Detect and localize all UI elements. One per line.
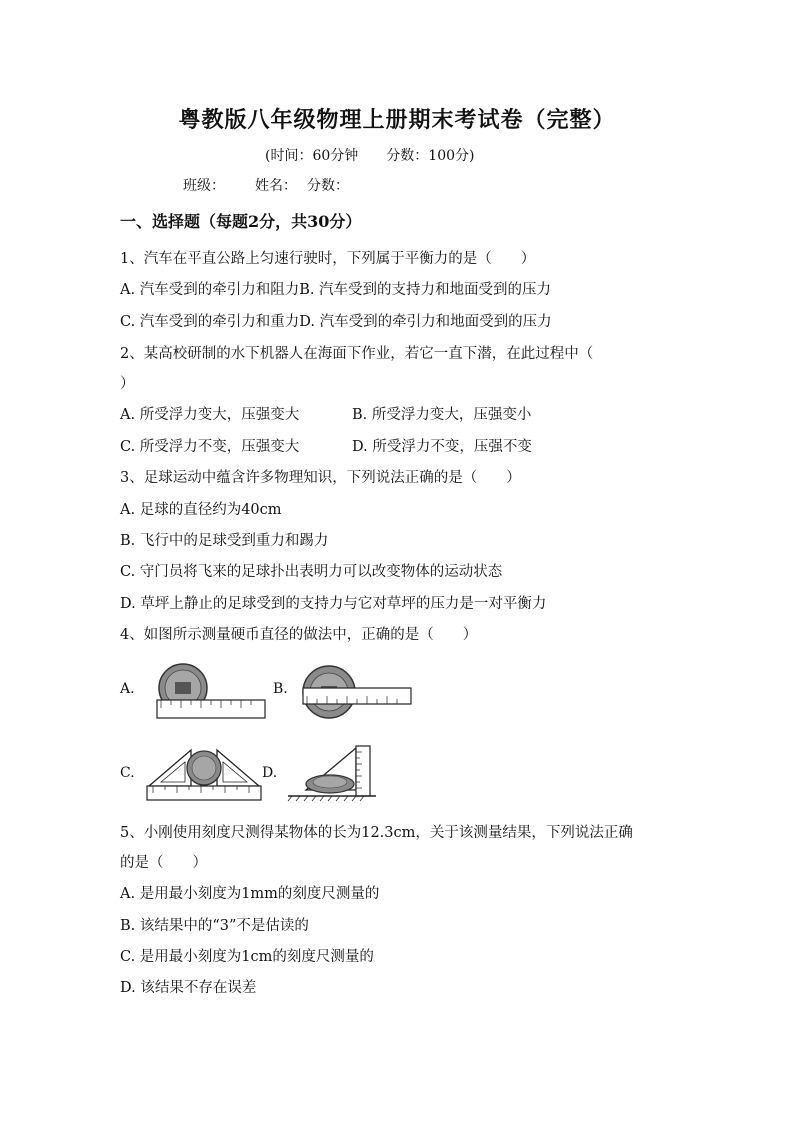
name-label: 姓名： bbox=[255, 178, 297, 194]
q1-options-cd: C. 汽车受到的牵引力和重力D. 汽车受到的牵引力和地面受到的压力 bbox=[120, 314, 552, 330]
q4-label-a: A. bbox=[120, 681, 135, 697]
q2-option-b: B. 所受浮力变大，压强变小 bbox=[352, 407, 532, 423]
q5-stem: 5、小刚使用刻度尺测得某物体的长为12.3cm，关于该测量结果，下列说法正确 bbox=[120, 825, 633, 841]
q3-option-c: C. 守门员将飞来的足球扑出表明力可以改变物体的运动状态 bbox=[120, 564, 503, 580]
q3-option-a: A. 足球的直径约为40cm bbox=[120, 502, 282, 518]
q3-option-d: D. 草坪上静止的足球受到的支持力与它对草坪的压力是一对平衡力 bbox=[120, 596, 547, 612]
time-info: (时间：60分钟 bbox=[265, 148, 359, 164]
q2-option-a: A. 所受浮力变大，压强变大 bbox=[120, 407, 300, 423]
exam-subtitle bbox=[265, 145, 502, 165]
q4-figure-d bbox=[286, 744, 378, 804]
q2-option-d: D. 所受浮力不变，压强不变 bbox=[352, 439, 532, 455]
q2-option-c: C. 所受浮力不变，压强变大 bbox=[120, 439, 300, 455]
q4-figure-b bbox=[297, 662, 413, 722]
q4-figure-c bbox=[145, 744, 263, 804]
q5-option-d: D. 该结果不存在误差 bbox=[120, 980, 257, 996]
q4-figure-a bbox=[155, 662, 267, 722]
score-label: 分数： bbox=[307, 178, 349, 194]
section-heading: 一、选择题（每题2分，共30分） bbox=[120, 212, 362, 231]
page-title: 粤教版八年级物理上册期末考试卷（完整） bbox=[178, 107, 616, 133]
q1-stem: 1、汽车在平直公路上匀速行驶时，下列属于平衡力的是（ ） bbox=[120, 251, 536, 267]
q5-option-a: A. 是用最小刻度为1mm的刻度尺测量的 bbox=[120, 886, 380, 902]
student-info bbox=[183, 175, 379, 195]
q2-stem-cont: ） bbox=[120, 376, 135, 392]
q5-option-c: C. 是用最小刻度为1cm的刻度尺测量的 bbox=[120, 949, 374, 965]
q5-option-b: B. 该结果中的“3”不是估读的 bbox=[120, 918, 309, 934]
total-score-info: 分数：100分) bbox=[386, 148, 475, 164]
q5-stem-cont: 的是（ ） bbox=[120, 855, 207, 871]
q4-label-d: D. bbox=[262, 765, 278, 781]
q2-stem: 2、某高校研制的水下机器人在海面下作业，若它一直下潜，在此过程中（ bbox=[120, 346, 594, 362]
q3-stem: 3、足球运动中蕴含许多物理知识，下列说法正确的是（ ） bbox=[120, 470, 521, 486]
q4-label-c: C. bbox=[120, 765, 135, 781]
q3-option-b: B. 飞行中的足球受到重力和踢力 bbox=[120, 533, 329, 549]
q4-label-b: B. bbox=[273, 681, 288, 697]
q1-options-ab: A. 汽车受到的牵引力和阻力B. 汽车受到的支持力和地面受到的压力 bbox=[120, 282, 552, 298]
class-label: 班级： bbox=[183, 178, 225, 194]
q4-stem: 4、如图所示测量硬币直径的做法中，正确的是（ ） bbox=[120, 627, 478, 643]
